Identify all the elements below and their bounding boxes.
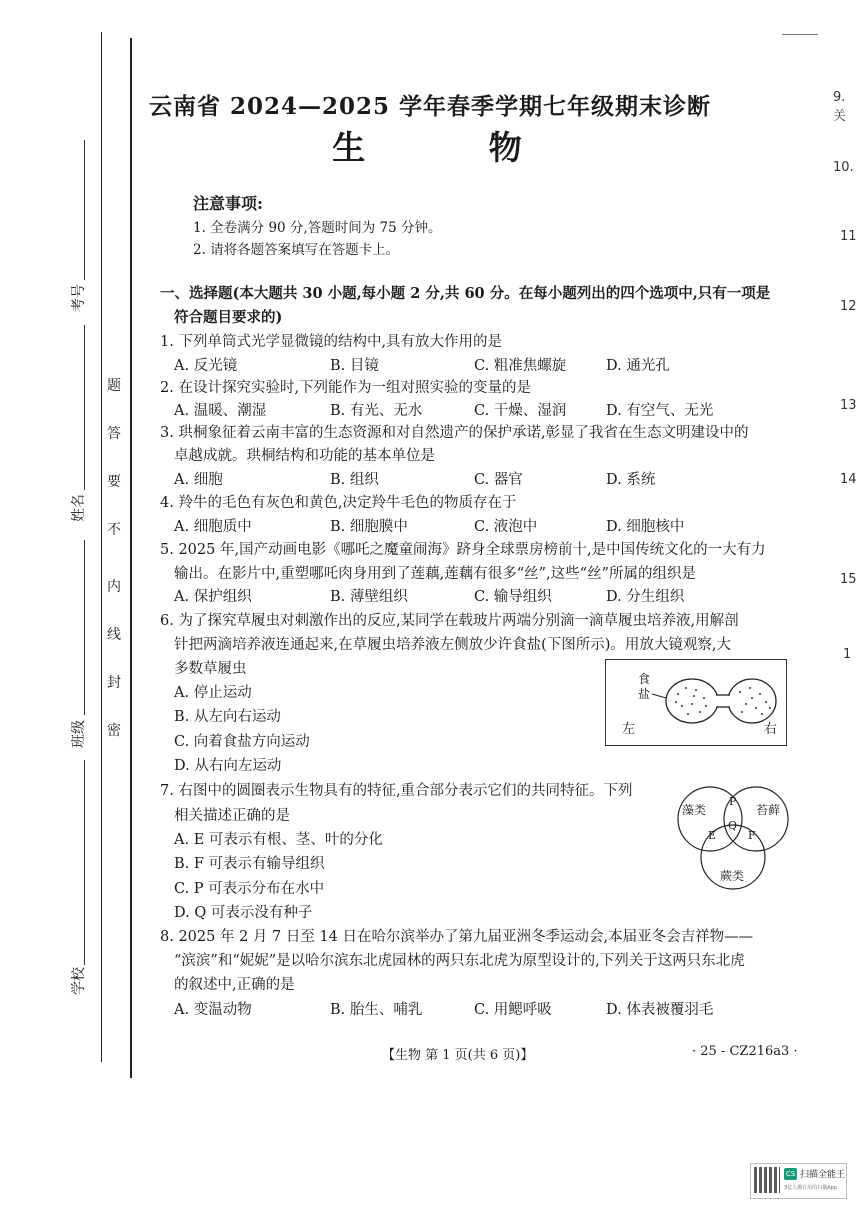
option-b[interactable]: B. F 可表示有输导组织 bbox=[174, 856, 325, 872]
option-b[interactable]: B. 组织 bbox=[330, 472, 379, 488]
edge-number: 13 bbox=[840, 398, 857, 413]
seal-char: 密 bbox=[107, 723, 121, 739]
option-c[interactable]: C. 用鳃呼吸 bbox=[474, 1002, 552, 1018]
question-stem: 4. 羚牛的毛色有灰色和黄色,决定羚牛毛色的物质存在于 bbox=[160, 495, 517, 511]
paper-code: · 25 - CZ216a3 · bbox=[692, 1044, 798, 1059]
section-heading: 一、选择题(本大题共 30 小题,每小题 2 分,共 60 分。在每小题列出的四个选项中,只有一项是 bbox=[160, 285, 771, 302]
option-d[interactable]: D. 通光孔 bbox=[606, 358, 670, 374]
question-stem: 7. 右图中的圆圈表示生物具有的特征,重合部分表示它们的共同特征。下列 bbox=[160, 783, 633, 799]
question-stem: 3. 珙桐象征着云南丰富的生态资源和对自然遗产的保护承诺,彰显了我省在生态文明建设中的 bbox=[160, 425, 749, 441]
seal-char: 不 bbox=[107, 522, 121, 538]
page-number: 【生物 第 1 页(共 6 页)】 bbox=[382, 1048, 534, 1063]
salt-label: 食盐 bbox=[638, 672, 651, 701]
option-d[interactable]: D. 体表被覆羽毛 bbox=[606, 1002, 714, 1018]
option-d[interactable]: D. 系统 bbox=[606, 472, 656, 488]
question-stem-cont: 卓越成就。珙桐结构和功能的基本单位是 bbox=[174, 448, 435, 464]
question-stem-cont: 针把两滴培养液连通起来,在草履虫培养液左侧放少许食盐(下图所示)。用放大镜观察,大 bbox=[174, 637, 732, 653]
corner-mark bbox=[782, 34, 818, 35]
venn-e: E bbox=[708, 829, 717, 842]
binding-line-outer bbox=[101, 32, 102, 1062]
option-b[interactable]: B. 细胞膜中 bbox=[330, 519, 408, 535]
seal-char: 答 bbox=[107, 426, 121, 442]
option-d[interactable]: D. 细胞核中 bbox=[606, 519, 685, 535]
seal-char: 线 bbox=[107, 627, 121, 643]
question-stem-cont: 的叙述中,正确的是 bbox=[174, 977, 295, 993]
option-c[interactable]: C. 干燥、湿润 bbox=[474, 403, 567, 419]
option-a[interactable]: A. 温暖、潮湿 bbox=[174, 403, 267, 419]
option-d[interactable]: D. Q 可表示没有种子 bbox=[174, 905, 313, 921]
class-field[interactable] bbox=[84, 540, 85, 715]
option-c[interactable]: C. 向着食盐方向运动 bbox=[174, 734, 310, 750]
venn-f: F bbox=[748, 829, 756, 842]
notice-heading: 注意事项: bbox=[193, 194, 263, 213]
option-a[interactable]: A. 保护组织 bbox=[174, 589, 252, 605]
notice-item: 1. 全卷满分 90 分,答题时间为 75 分钟。 bbox=[193, 220, 442, 236]
venn-fern: 蕨类 bbox=[720, 869, 745, 883]
binding-line-inner bbox=[130, 38, 132, 1078]
edge-number: 9. 关 bbox=[833, 90, 847, 124]
venn-q: Q bbox=[728, 819, 738, 832]
question-stem-cont: 输出。在影片中,重塑哪吒肉身用到了莲藕,莲藕有很多“丝”,这些“丝”所属的组织是 bbox=[174, 566, 696, 582]
option-b[interactable]: B. 胎生、哺乳 bbox=[330, 1002, 423, 1018]
name-label: 姓名 bbox=[71, 494, 87, 522]
question-stem: 1. 下列单筒式光学显微镜的结构中,具有放大作用的是 bbox=[160, 334, 503, 350]
option-d[interactable]: D. 分生组织 bbox=[606, 589, 685, 605]
school-label: 学校 bbox=[71, 967, 87, 995]
school-field[interactable] bbox=[84, 760, 85, 965]
question-stem: 8. 2025 年 2 月 7 日至 14 日在哈尔滨举办了第九届亚洲冬季运动会,本届亚冬会吉祥物—— bbox=[160, 929, 754, 945]
venn-p: P bbox=[729, 795, 737, 808]
edge-number: 14 bbox=[840, 472, 857, 487]
option-c[interactable]: C. P 可表示分布在水中 bbox=[174, 881, 325, 897]
seal-char: 题 bbox=[107, 378, 121, 394]
question-stem-cont: “滨滨”和“妮妮”是以哈尔滨东北虎园林的两只东北虎为原型设计的,下列关于这两只东北虎 bbox=[174, 953, 745, 969]
option-a[interactable]: A. 变温动物 bbox=[174, 1002, 252, 1018]
question-stem: 2. 在设计探究实验时,下列能作为一组对照实验的变量的是 bbox=[160, 380, 532, 396]
subject-title: 生 物 bbox=[332, 128, 578, 167]
option-b[interactable]: B. 有光、无水 bbox=[330, 403, 423, 419]
option-a[interactable]: A. 细胞质中 bbox=[174, 519, 252, 535]
option-a[interactable]: A. E 可表示有根、茎、叶的分化 bbox=[174, 832, 383, 848]
class-label: 班级 bbox=[71, 720, 87, 748]
venn-algae: 藻类 bbox=[682, 803, 707, 817]
option-a[interactable]: A. 反光镜 bbox=[174, 358, 238, 374]
exam-number-label: 考号 bbox=[71, 284, 87, 312]
edge-number: 10. bbox=[833, 160, 854, 175]
venn-diagram bbox=[668, 783, 798, 893]
scanner-watermark bbox=[750, 1163, 847, 1199]
left-label: 左 bbox=[622, 722, 636, 737]
option-b[interactable]: B. 目镜 bbox=[330, 358, 379, 374]
option-c[interactable]: C. 输导组织 bbox=[474, 589, 552, 605]
edge-number: 15 bbox=[840, 572, 857, 587]
question-stem-cont: 多数草履虫 bbox=[174, 661, 247, 677]
option-b[interactable]: B. 薄壁组织 bbox=[330, 589, 408, 605]
seal-char: 封 bbox=[107, 675, 121, 691]
notice-item: 2. 请将各题答案填写在答题卡上。 bbox=[193, 242, 400, 258]
option-d[interactable]: D. 有空气、无光 bbox=[606, 403, 714, 419]
right-label: 右 bbox=[764, 722, 778, 737]
venn-moss: 苔藓 bbox=[756, 803, 781, 817]
option-c[interactable]: C. 器官 bbox=[474, 472, 523, 488]
exam-title: 云南省 2024—2025 学年春季学期七年级期末诊断 bbox=[148, 93, 712, 120]
question-stem: 5. 2025 年,国产动画电影《哪吒之魔童闹海》跻身全球票房榜前十,是中国传统文化的一大有力 bbox=[160, 542, 766, 558]
option-c[interactable]: C. 粗准焦螺旋 bbox=[474, 358, 567, 374]
option-c[interactable]: C. 液泡中 bbox=[474, 519, 538, 535]
question-stem-cont: 相关描述正确的是 bbox=[174, 808, 290, 824]
question-stem: 6. 为了探究草履虫对刺激作出的反应,某同学在载玻片两端分别滴一滴草履虫培养液,用解剖 bbox=[160, 613, 739, 629]
paramecium-slide-figure bbox=[605, 659, 787, 746]
seal-char: 要 bbox=[107, 474, 121, 490]
scanner-sub: 3亿人都在用的扫描App bbox=[784, 1185, 837, 1191]
option-d[interactable]: D. 从右向左运动 bbox=[174, 758, 282, 774]
cs-logo-icon: CS bbox=[785, 1170, 796, 1178]
edge-number: 1 bbox=[843, 647, 852, 662]
option-a[interactable]: A. 细胞 bbox=[174, 472, 223, 488]
section-heading-cont: 符合题目要求的) bbox=[174, 309, 283, 326]
option-b[interactable]: B. 从左向右运动 bbox=[174, 709, 281, 725]
qr-code-icon bbox=[754, 1167, 780, 1193]
edge-number: 11 bbox=[840, 229, 857, 244]
seal-char: 内 bbox=[107, 579, 121, 595]
edge-number: 12 bbox=[840, 299, 857, 314]
option-a[interactable]: A. 停止运动 bbox=[174, 685, 252, 701]
scanner-name: 扫描全能王 bbox=[800, 1170, 846, 1180]
name-field[interactable] bbox=[84, 325, 85, 490]
